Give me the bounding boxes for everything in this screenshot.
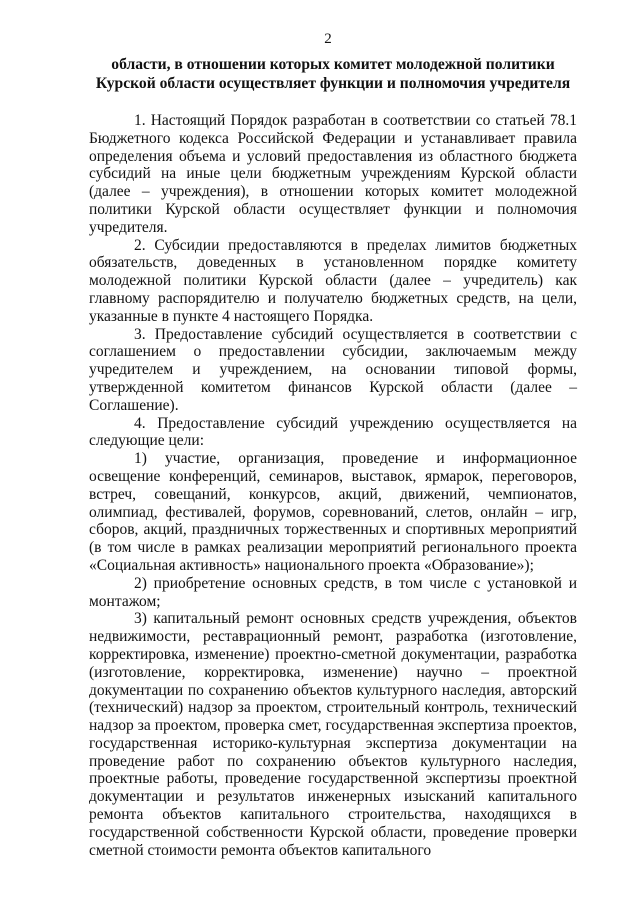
paragraph-2: 2. Субсидии предоставляются в пределах лимитов бюджетных обязательств, доведенных в установленном порядке комитету молодежной политики Курской области (далее – учредитель) как главному распорядителю и получателю бюджетных средств, на цели, указанные в пункте 4 настоящего Порядка. xyxy=(89,236,577,325)
section-heading xyxy=(85,55,581,93)
paragraph-1: 1. Настоящий Порядок разработан в соответствии со статьей 78.1 Бюджетного кодекса Российской Федерации и устанавливает правила определения объема и условий предоставления из областного бюджета субсидий на иные цели бюджетным учреждениям Курской области (далее – учреждения), в отношении которых комитет молодежной политики Курской области осуществляет функции и полномочия учредителя. xyxy=(89,112,577,236)
list-item-1: 1) участие, организация, проведение и информационное освещение конференций, семинаров, выставок, ярмарок, переговоров, встреч, совещаний, конкурсов, акций, движений, чемпионатов, олимпиад, фестивалей, форумов, соревнований, слетов, онлайн – игр, сборов, акций, праздничных торжественных и спортивных мероприятий (в том числе в рамках реализации мероприятий регионального проекта «Социальная активность» национального проекта «Образование»); xyxy=(89,450,577,574)
section-heading-line-1: области, в отношении которых комитет молодежной политики xyxy=(111,56,555,73)
paragraph-3: 3. Предоставление субсидий осуществляется в соответствии с соглашением о предоставлении субсидии, заключаемым между учредителем и учреждением, на основании типовой формы, утвержденной комитетом финансов Курской области (далее – Соглашение). xyxy=(89,325,577,414)
page-number: 2 xyxy=(324,31,332,47)
list-item-3: 3) капитальный ремонт основных средств учреждения, объектов недвижимости, реставрационный ремонт, разработка (изготовление, корректировка, изменение) проектно-сметной документации, разработка (изготовление, корректировка, изменение) научно – проектной документации по сохранению объектов культурного наследия, авторский (технический) надзор за проектом, строительный контроль, технический надзор за проектом, проверка смет, государственная экспертиза проектов, государственная историко-культурная экспертиза документации на проведение работ по сохранению объектов культурного наследия, проектные работы, проведение государственной экспертизы проектной документации и результатов инженерных изысканий капитального ремонта объектов капитального строительства, находящихся в государственной собственности Курской области, проведение проверки сметной стоимости ремонта объектов капитального xyxy=(89,610,577,859)
document-page xyxy=(89,30,577,859)
section-heading-line-2: Курской области осуществляет функции и полномочия учредителя xyxy=(95,75,571,92)
paragraph-4: 4. Предоставление субсидий учреждению осуществляется на следующие цели: xyxy=(89,414,577,450)
document-body xyxy=(89,112,577,859)
list-item-2: 2) приобретение основных средств, в том числе с установкой и монтажом; xyxy=(89,574,577,610)
